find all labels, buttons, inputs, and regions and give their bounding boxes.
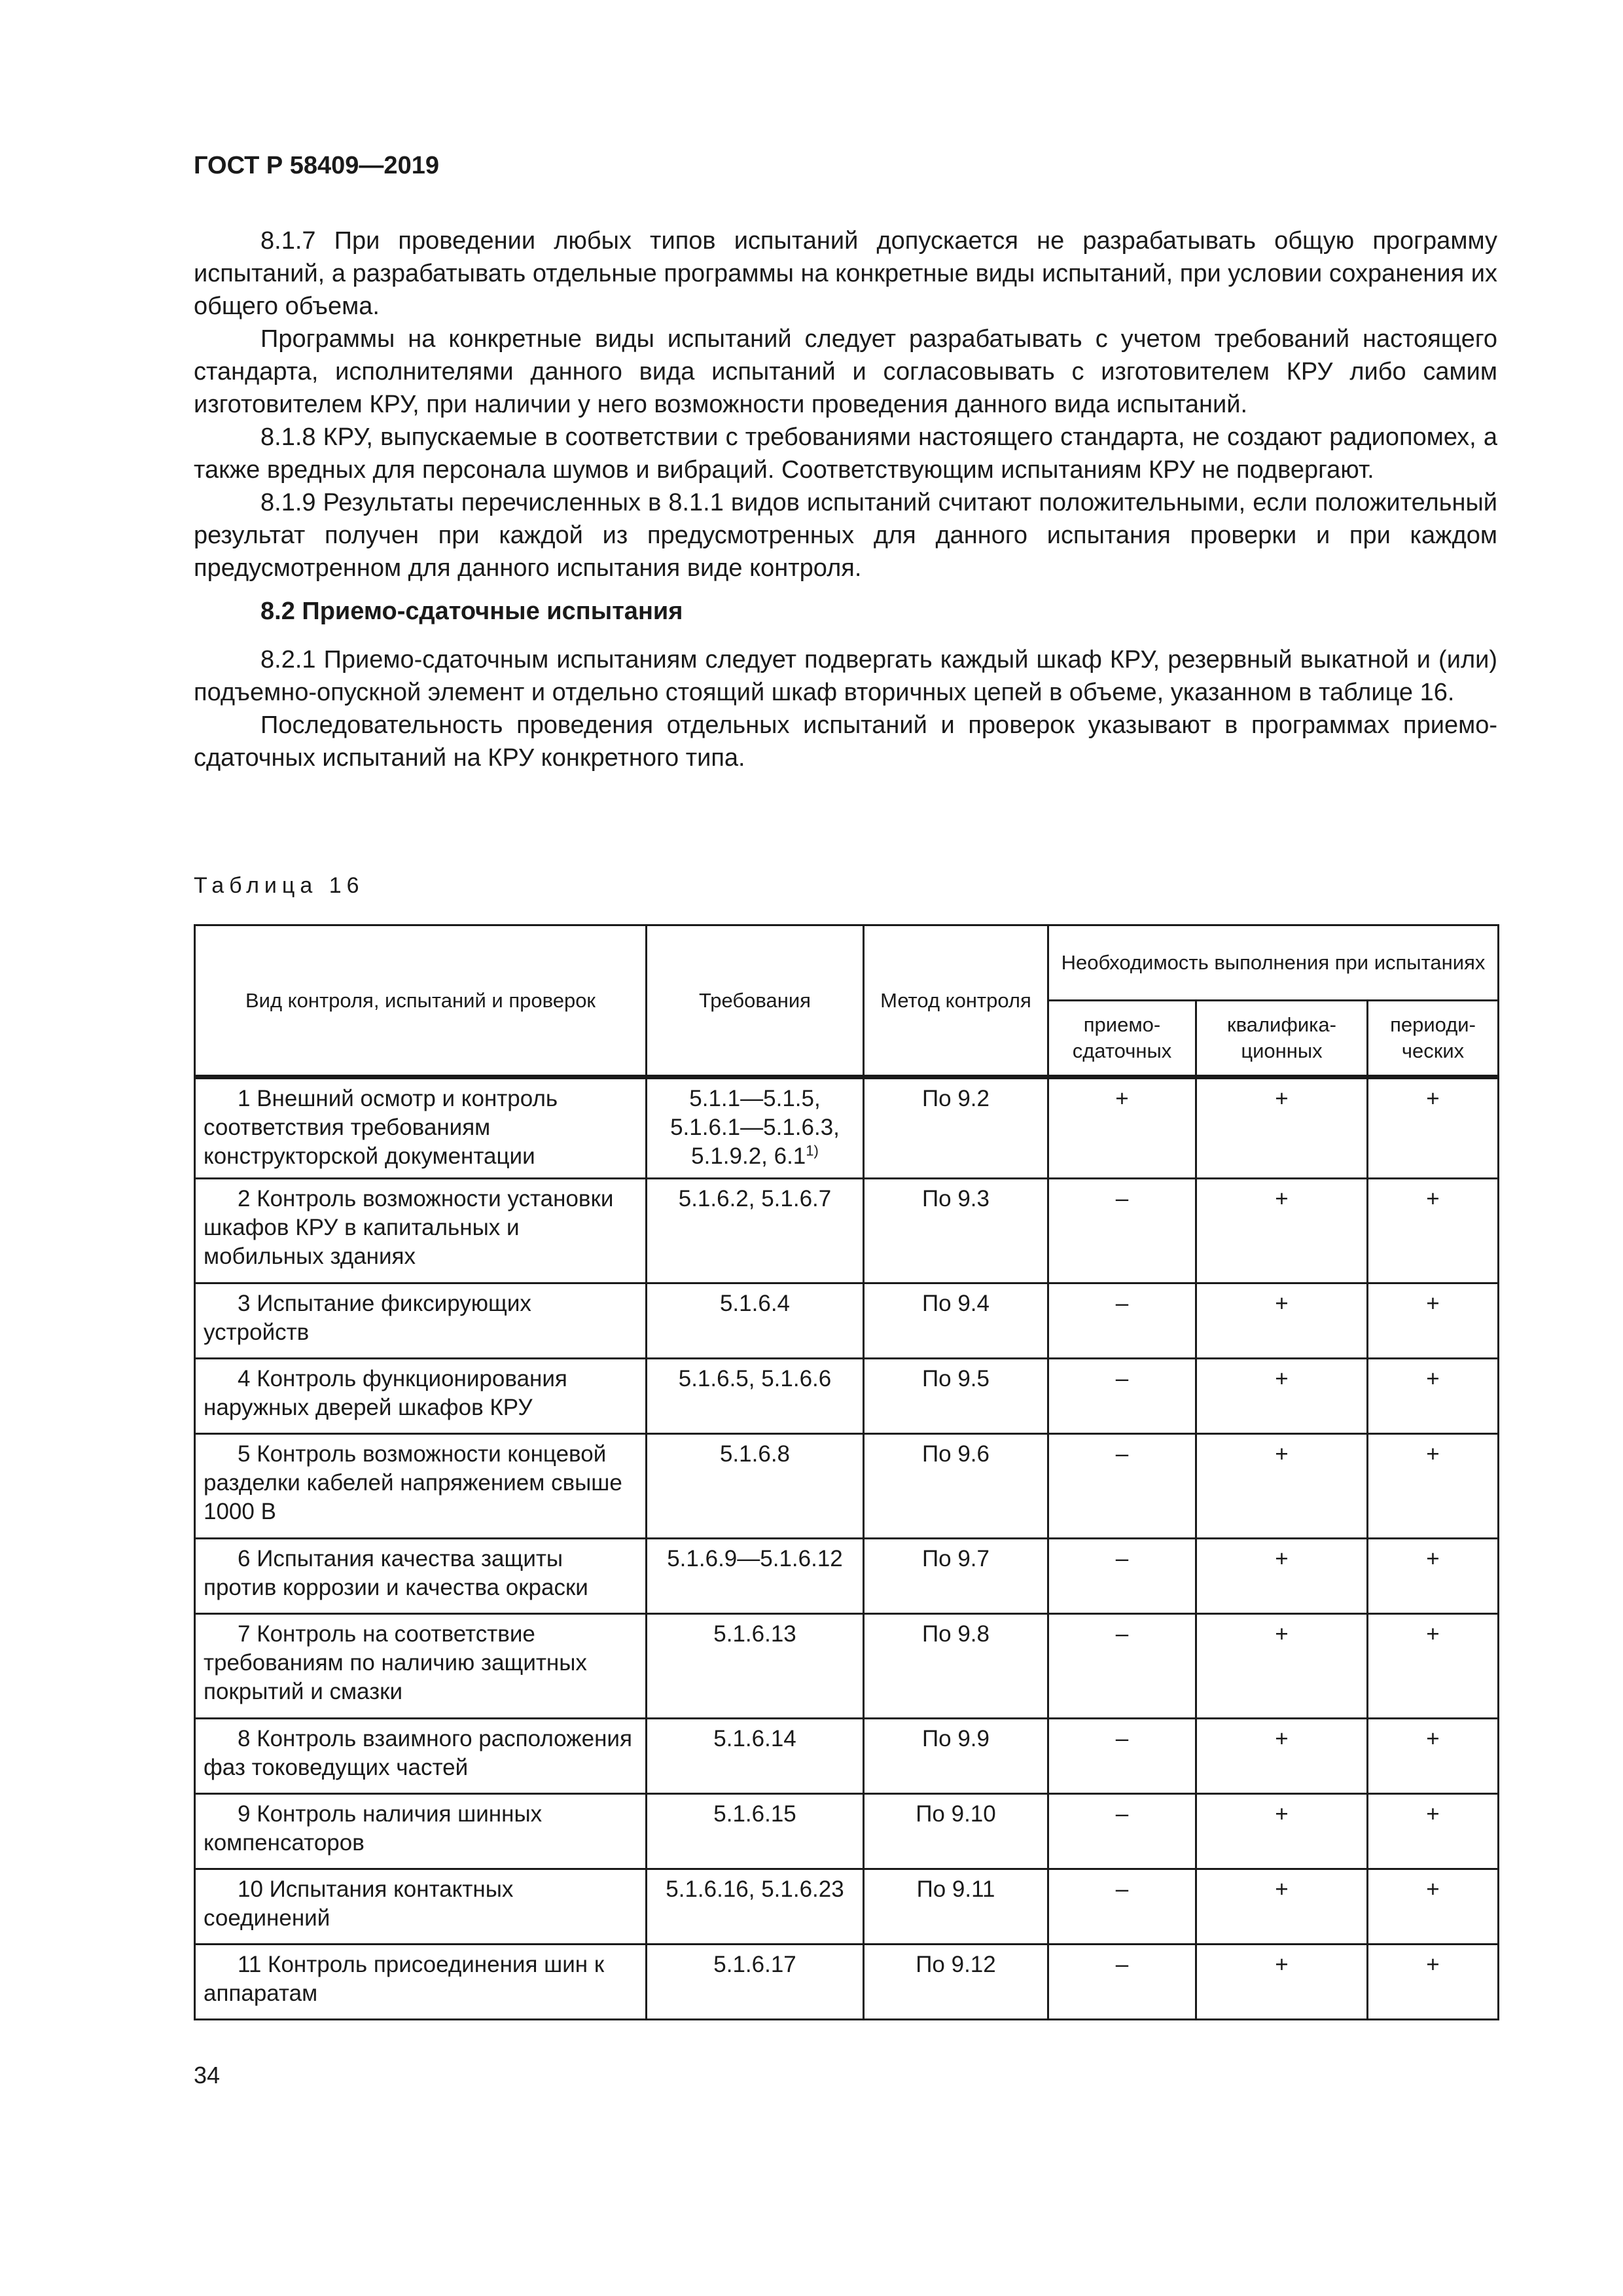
cell-control-type-text: 3 Испытание фиксирующих устройств — [204, 1291, 531, 1345]
cell-requirements-text: 5.1.6.4 — [719, 1291, 791, 1316]
cell-control-type — [195, 1077, 647, 1179]
cell-acceptance: – — [1048, 1719, 1196, 1794]
cell-requirements-text: 5.1.6.14 — [713, 1726, 796, 1751]
page-number: 34 — [194, 2062, 221, 2089]
cell-requirements — [647, 1434, 864, 1539]
cell-requirements-text: 5.1.6.9—5.1.6.12 — [667, 1546, 843, 1571]
cell-periodic: + — [1368, 1794, 1499, 1869]
cell-requirements-text: 5.1.1—5.1.5, 5.1.6.1—5.1.6.3, 5.1.9.2, 6.1 — [670, 1086, 840, 1169]
cell-requirements — [647, 1945, 864, 2020]
col-header-acceptance: приемо-сдаточных — [1048, 1001, 1196, 1077]
cell-control-type — [195, 1869, 647, 1945]
cell-qualification: + — [1196, 1179, 1368, 1283]
cell-control-type — [195, 1434, 647, 1539]
cell-control-type — [195, 1719, 647, 1794]
cell-qualification: + — [1196, 1359, 1368, 1434]
body-text — [194, 224, 1497, 774]
table-row — [195, 1283, 1499, 1359]
paragraph: 8.2.1 Приемо-сдаточным испытаниям следует подвергать каждый шкаф КРУ, резервный выкатной и (или) подъемно-опускной элемент и отдельно стоящий шкаф вторичных цепей в объеме, указанном в таблице 16. — [194, 646, 1497, 706]
table-row — [195, 1719, 1499, 1794]
cell-qualification: + — [1196, 1434, 1368, 1539]
cell-acceptance: – — [1048, 1283, 1196, 1359]
footnote-marker: 1) — [806, 1142, 819, 1159]
cell-method: По 9.12 — [864, 1945, 1048, 2020]
cell-requirements-text: 5.1.6.16, 5.1.6.23 — [666, 1876, 844, 1902]
cell-acceptance: – — [1048, 1359, 1196, 1434]
cell-control-type-text: 8 Контроль взаимного расположения фаз токоведущих частей — [204, 1726, 632, 1780]
tests-table — [194, 924, 1499, 2020]
cell-control-type — [195, 1614, 647, 1719]
cell-control-type-text: 11 Контроль присоединения шин к аппаратам — [204, 1952, 605, 2006]
cell-requirements-text: 5.1.6.13 — [713, 1621, 796, 1647]
cell-acceptance: – — [1048, 1539, 1196, 1614]
table-caption: Таблица 16 — [194, 873, 365, 898]
cell-method: По 9.4 — [864, 1283, 1048, 1359]
table-row — [195, 1794, 1499, 1869]
cell-control-type-text: 2 Контроль возможности установки шкафов КРУ в капитальных и мобильных зданиях — [204, 1186, 614, 1269]
cell-qualification: + — [1196, 1945, 1368, 2020]
cell-method: По 9.5 — [864, 1359, 1048, 1434]
cell-periodic: + — [1368, 1077, 1499, 1179]
cell-acceptance: – — [1048, 1434, 1196, 1539]
cell-method: По 9.8 — [864, 1614, 1048, 1719]
cell-periodic: + — [1368, 1283, 1499, 1359]
cell-requirements — [647, 1869, 864, 1945]
cell-requirements — [647, 1614, 864, 1719]
cell-qualification: + — [1196, 1794, 1368, 1869]
table-row — [195, 1179, 1499, 1283]
cell-periodic: + — [1368, 1614, 1499, 1719]
cell-requirements — [647, 1359, 864, 1434]
cell-control-type — [195, 1794, 647, 1869]
cell-requirements-text: 5.1.6.5, 5.1.6.6 — [678, 1366, 832, 1391]
cell-method: По 9.7 — [864, 1539, 1048, 1614]
cell-control-type-text: 4 Контроль функционирования наружных дверей шкафов КРУ — [204, 1366, 567, 1420]
cell-control-type — [195, 1283, 647, 1359]
cell-periodic: + — [1368, 1434, 1499, 1539]
cell-requirements-text: 5.1.6.8 — [719, 1441, 791, 1467]
col-header-periodic: периоди-ческих — [1368, 1001, 1499, 1077]
cell-method: По 9.2 — [864, 1077, 1048, 1179]
table-row — [195, 1434, 1499, 1539]
cell-requirements — [647, 1179, 864, 1283]
cell-requirements — [647, 1539, 864, 1614]
document-id-header: ГОСТ Р 58409—2019 — [194, 152, 439, 179]
paragraph: Программы на конкретные виды испытаний следует разрабатывать с учетом требований настоящего стандарта, исполнителями данного вида испытаний и согласовывать с изготовителем КРУ либо самим изготовителем КРУ, при наличии у него возможности проведения данного вида испытаний. — [194, 325, 1497, 418]
cell-control-type-text: 1 Внешний осмотр и контроль соответствия требованиям конструкторской документации — [204, 1086, 558, 1169]
cell-requirements — [647, 1283, 864, 1359]
cell-requirements-text: 5.1.6.15 — [713, 1801, 796, 1827]
cell-control-type — [195, 1945, 647, 2020]
cell-control-type-text: 9 Контроль наличия шинных компенсаторов — [204, 1801, 543, 1856]
cell-requirements — [647, 1719, 864, 1794]
cell-acceptance: – — [1048, 1794, 1196, 1869]
cell-qualification: + — [1196, 1539, 1368, 1614]
cell-control-type — [195, 1359, 647, 1434]
table-row — [195, 1539, 1499, 1614]
cell-qualification: + — [1196, 1283, 1368, 1359]
col-header-qualification: квалифика-ционных — [1196, 1001, 1368, 1077]
cell-qualification: + — [1196, 1869, 1368, 1945]
cell-requirements-text: 5.1.6.2, 5.1.6.7 — [678, 1186, 832, 1211]
cell-method: По 9.9 — [864, 1719, 1048, 1794]
cell-requirements — [647, 1794, 864, 1869]
cell-qualification: + — [1196, 1077, 1368, 1179]
cell-periodic: + — [1368, 1179, 1499, 1283]
cell-periodic: + — [1368, 1945, 1499, 2020]
cell-method: По 9.10 — [864, 1794, 1048, 1869]
section-heading: 8.2 Приемо-сдаточные испытания — [260, 598, 683, 625]
col-header-group-necessity: Необходимость выполнения при испытаниях — [1048, 925, 1499, 1001]
cell-method: По 9.6 — [864, 1434, 1048, 1539]
cell-acceptance: – — [1048, 1869, 1196, 1945]
col-header-control-type: Вид контроля, испытаний и проверок — [195, 925, 647, 1077]
cell-requirements-text: 5.1.6.17 — [713, 1952, 796, 1977]
cell-acceptance: – — [1048, 1945, 1196, 2020]
cell-periodic: + — [1368, 1359, 1499, 1434]
cell-control-type-text: 7 Контроль на соответствие требованиям по наличию защитных покрытий и смазки — [204, 1621, 587, 1704]
cell-qualification: + — [1196, 1614, 1368, 1719]
paragraph: Последовательность проведения отдельных испытаний и проверок указывают в программах приемо-сдаточных испытаний на КРУ конкретного типа. — [194, 711, 1497, 772]
cell-acceptance: + — [1048, 1077, 1196, 1179]
table-row — [195, 1869, 1499, 1945]
cell-periodic: + — [1368, 1719, 1499, 1794]
col-header-method: Метод контроля — [864, 925, 1048, 1077]
cell-method: По 9.11 — [864, 1869, 1048, 1945]
paragraph: 8.1.7 При проведении любых типов испытаний допускается не разрабатывать общую программу испытаний, а разрабатывать отдельные программы на конкретные виды испытаний, при условии сохранения их общего объема. — [194, 227, 1497, 320]
table-row — [195, 1945, 1499, 2020]
cell-periodic: + — [1368, 1539, 1499, 1614]
paragraph: 8.1.8 КРУ, выпускаемые в соответствии с требованиями настоящего стандарта, не создают радиопомех, а также вредных для персонала шумов и вибраций. Соответствующим испытаниям КРУ не подвергают. — [194, 423, 1497, 484]
table-row — [195, 1614, 1499, 1719]
table-row — [195, 1359, 1499, 1434]
cell-requirements — [647, 1077, 864, 1179]
table-row — [195, 1077, 1499, 1179]
cell-control-type — [195, 1539, 647, 1614]
cell-control-type-text: 10 Испытания контактных соединений — [204, 1876, 514, 1931]
cell-control-type-text: 6 Испытания качества защиты против коррозии и качества окраски — [204, 1546, 588, 1600]
cell-control-type-text: 5 Контроль возможности концевой разделки кабелей напряжением свыше 1000 В — [204, 1441, 622, 1524]
table-body — [195, 1077, 1499, 2020]
cell-periodic: + — [1368, 1869, 1499, 1945]
paragraph: 8.1.9 Результаты перечисленных в 8.1.1 видов испытаний считают положительными, если положительный результат получен при каждой из предусмотренных для данного испытания проверки и при каждом предусмотренном для данного испытания виде контроля. — [194, 489, 1497, 582]
cell-acceptance: – — [1048, 1179, 1196, 1283]
cell-control-type — [195, 1179, 647, 1283]
cell-qualification: + — [1196, 1719, 1368, 1794]
cell-method: По 9.3 — [864, 1179, 1048, 1283]
cell-acceptance: – — [1048, 1614, 1196, 1719]
col-header-requirements: Требования — [647, 925, 864, 1077]
